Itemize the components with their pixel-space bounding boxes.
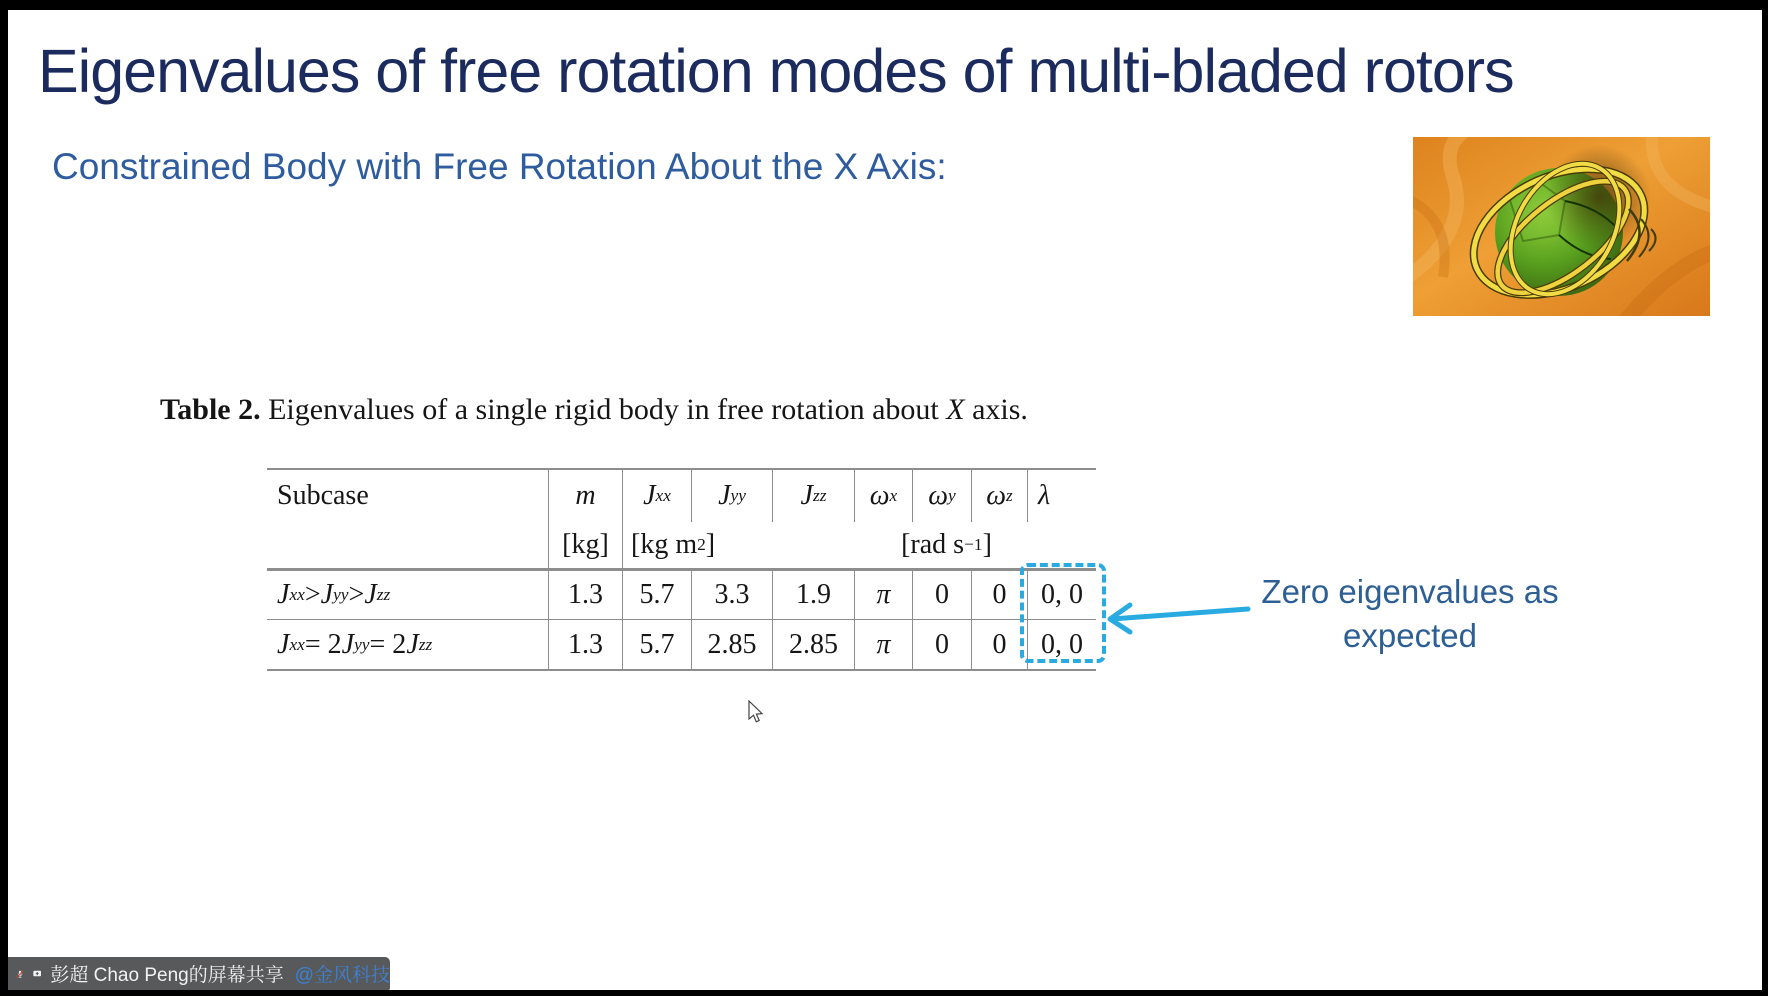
share-bar-text: 彭超 Chao Peng的屏幕共享	[50, 965, 284, 986]
header-lambda: λ	[1038, 480, 1051, 511]
header-wz: ω z	[972, 470, 1028, 522]
lambda-highlight-dashed-box	[1020, 563, 1106, 663]
table-header-units-row	[267, 522, 1096, 568]
header-jyy: J yy	[692, 470, 773, 522]
cell-m: 1.3	[549, 571, 623, 619]
units-empty	[267, 522, 549, 568]
header-jxx: J xx	[623, 470, 692, 522]
header-jzz: J zz	[773, 470, 855, 522]
table-row	[267, 568, 1096, 619]
header-m: m	[549, 470, 623, 522]
cell-wx: π	[855, 620, 913, 669]
cell-jzz: 2.85	[773, 620, 855, 669]
units-rads: [rad s −1 ]	[901, 529, 992, 560]
annotation-text	[1250, 570, 1570, 657]
annotation-line-2: expected	[1343, 616, 1477, 654]
annotation-arrow-icon	[1098, 592, 1254, 640]
table-caption	[160, 393, 1260, 427]
cell-jyy: 3.3	[692, 571, 773, 619]
cell-jzz: 1.9	[773, 571, 855, 619]
cell-jxx: 5.7	[623, 571, 692, 619]
table-caption-label: Table 2.	[160, 393, 261, 426]
rotor-visualization-image	[1413, 137, 1710, 316]
cell-wy: 0	[913, 571, 972, 619]
mouse-cursor-icon	[746, 700, 766, 726]
cell-wz: 0	[972, 571, 1028, 619]
cell-wy: 0	[913, 620, 972, 669]
eigenvalues-table	[267, 468, 1096, 671]
cell-wz: 0	[972, 620, 1028, 669]
header-subcase: Subcase	[267, 470, 549, 522]
screen-share-bar[interactable]	[8, 957, 390, 990]
cell-subcase: J xx > J yy > J zz	[267, 571, 549, 619]
units-kg: [kg]	[549, 522, 623, 568]
cell-m: 1.3	[549, 620, 623, 669]
cell-lambda: 0, 0	[1041, 628, 1083, 660]
annotation-line-1: Zero eigenvalues as	[1261, 573, 1559, 610]
table-header-symbols-row	[267, 470, 1096, 522]
cell-jyy: 2.85	[692, 620, 773, 669]
share-bar-mention: @金风科技	[294, 965, 390, 986]
header-wx: ω x	[855, 470, 913, 522]
header-wy: ω y	[913, 470, 972, 522]
slide-title: Eigenvalues of free rotation modes of multi-bladed rotors	[38, 37, 1514, 105]
slide-subtitle: Constrained Body with Free Rotation About the X Axis:	[52, 146, 947, 187]
screen-share-icon[interactable]	[33, 963, 42, 985]
cell-jxx: 5.7	[623, 620, 692, 669]
table-row	[267, 619, 1096, 671]
cell-wx: π	[855, 571, 913, 619]
units-kgm2: [kg m 2 ]	[631, 529, 716, 560]
cell-subcase: J xx = 2 J yy = 2 J zz	[267, 620, 549, 669]
microphone-muted-icon[interactable]	[16, 961, 24, 987]
table-caption-body: Eigenvalues of a single rigid body in free rotation about X axis.	[268, 393, 1028, 426]
cell-lambda: 0, 0	[1041, 579, 1083, 610]
